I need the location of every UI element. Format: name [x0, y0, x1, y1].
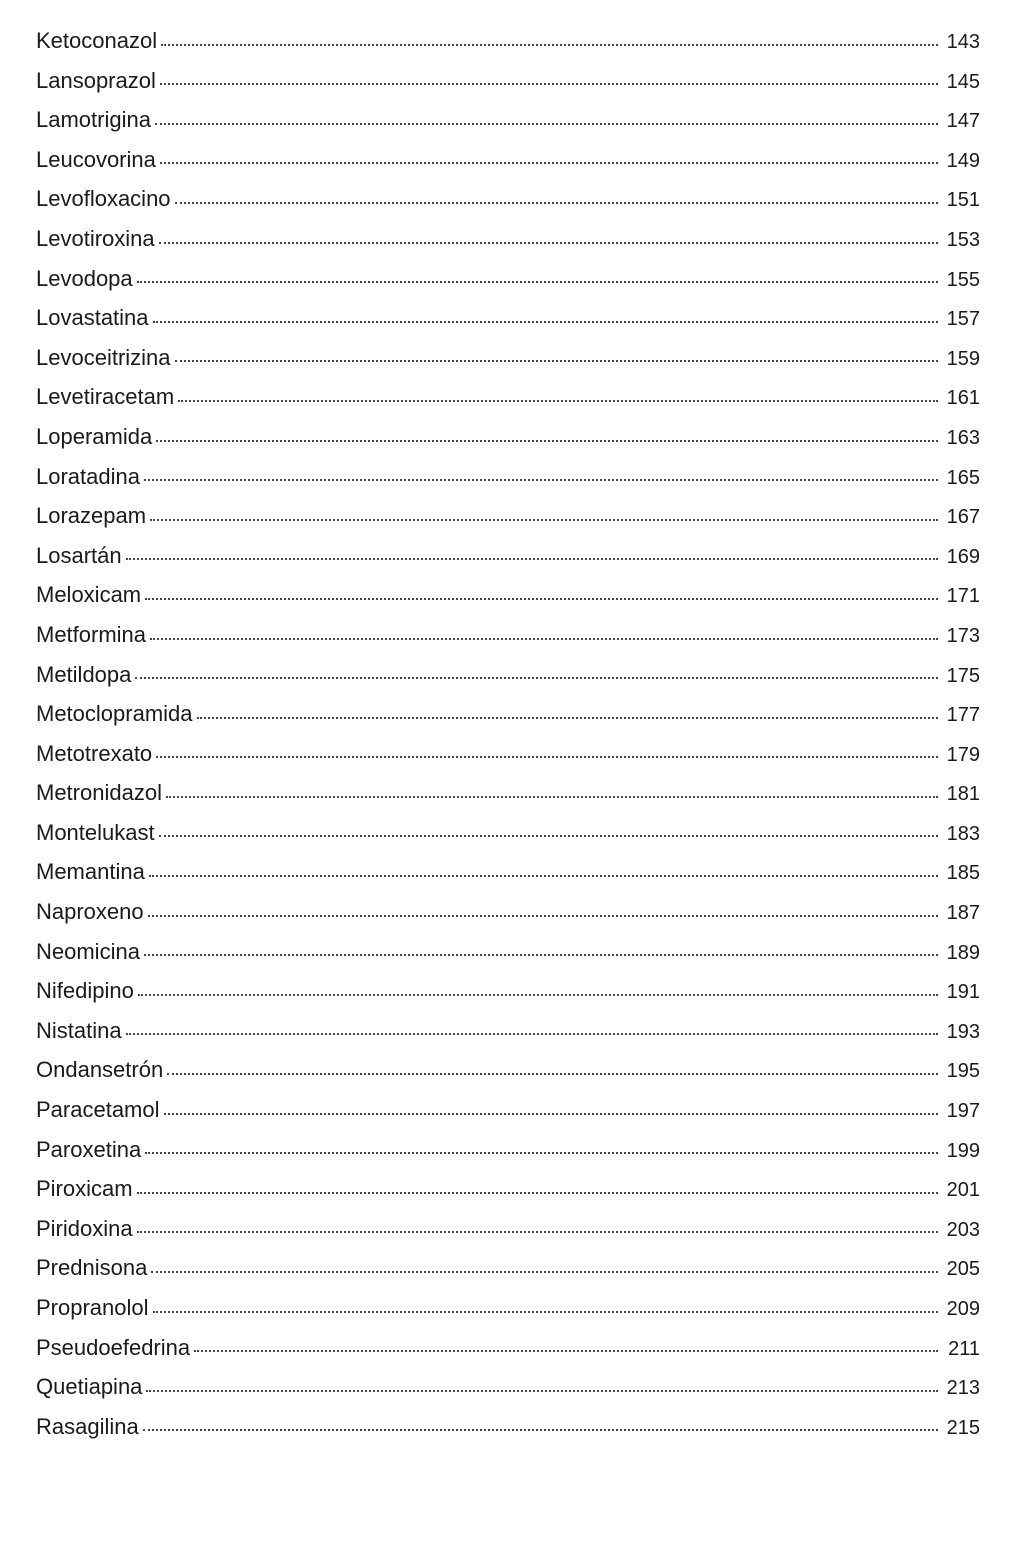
toc-entry-name: Meloxicam: [36, 582, 142, 608]
toc-entry[interactable]: [36, 140, 980, 180]
toc-entry-page: 211: [948, 1337, 980, 1360]
toc-entry-name: Piroxicam: [36, 1176, 133, 1202]
toc-entry[interactable]: [36, 892, 980, 932]
dot-leader: [148, 915, 938, 917]
dot-leader: [167, 1073, 938, 1075]
toc-entry-name: Piridoxina: [36, 1215, 133, 1241]
toc-entry[interactable]: [36, 575, 980, 615]
toc-entry-page: 159: [946, 347, 980, 370]
toc-entry-name: Naproxeno: [36, 899, 144, 925]
toc-entry[interactable]: [36, 932, 980, 972]
dot-leader: [146, 1390, 938, 1392]
toc-entry[interactable]: [36, 971, 980, 1011]
toc-entry-name: Leucovorina: [36, 146, 156, 172]
toc-entry[interactable]: [36, 1288, 980, 1328]
toc-entry-page: 163: [946, 426, 980, 449]
toc-entry[interactable]: [36, 1090, 980, 1130]
toc-entry-page: 175: [946, 664, 980, 687]
toc-entry-name: Nistatina: [36, 1017, 122, 1043]
dot-leader: [164, 1113, 938, 1115]
toc-entry-name: Levetiracetam: [36, 384, 175, 410]
toc-entry-name: Ondansetrón: [36, 1057, 164, 1083]
toc-entry-name: Memantina: [36, 859, 145, 885]
toc-entry-page: 189: [946, 941, 980, 964]
dot-leader: [166, 796, 938, 798]
toc-entry[interactable]: [36, 21, 980, 61]
toc-entry-name: Nifedipino: [36, 978, 134, 1004]
dot-leader: [149, 875, 938, 877]
toc-entry-name: Loratadina: [36, 463, 140, 489]
dot-leader: [159, 242, 938, 244]
toc-entry[interactable]: [36, 1169, 980, 1209]
dot-leader: [156, 440, 938, 442]
dot-leader: [160, 83, 938, 85]
toc-entry-page: 143: [946, 31, 980, 53]
dot-leader: [194, 1350, 938, 1352]
toc-entry-page: 215: [946, 1416, 980, 1439]
toc-entry-page: 171: [946, 585, 980, 608]
toc-entry[interactable]: [36, 1407, 980, 1447]
toc-entry-name: Metotrexato: [36, 740, 153, 766]
dot-leader: [175, 202, 938, 204]
dot-leader: [156, 756, 938, 758]
toc-entry-name: Lansoprazol: [36, 67, 156, 93]
toc-entry[interactable]: [36, 61, 980, 101]
toc-entry-name: Metronidazol: [36, 780, 162, 806]
toc-entry-name: Metformina: [36, 621, 147, 647]
toc-entry[interactable]: [36, 1050, 980, 1090]
toc-entry[interactable]: [36, 1209, 980, 1249]
toc-entry-page: 177: [946, 704, 980, 727]
toc-entry-name: Lorazepam: [36, 503, 147, 529]
toc-entry-page: 155: [946, 268, 980, 291]
toc-entry[interactable]: [36, 100, 980, 140]
toc-entry-page: 147: [946, 110, 980, 133]
toc-entry[interactable]: [36, 179, 980, 219]
toc-entry[interactable]: [36, 259, 980, 299]
dot-leader: [145, 598, 938, 600]
toc-entry-name: Levodopa: [36, 265, 133, 291]
dot-leader: [175, 360, 938, 362]
dot-leader: [126, 558, 938, 560]
toc-entry[interactable]: [36, 457, 980, 497]
toc-entry[interactable]: [36, 219, 980, 259]
toc-entry-page: 195: [946, 1060, 980, 1083]
toc-entry-name: Levofloxacino: [36, 186, 171, 212]
dot-leader: [137, 1192, 938, 1194]
dot-leader: [153, 321, 938, 323]
toc-entry[interactable]: [36, 1130, 980, 1170]
toc-entry[interactable]: [36, 694, 980, 734]
toc-entry-page: 165: [946, 466, 980, 489]
dot-leader: [155, 123, 938, 125]
toc-entry[interactable]: [36, 536, 980, 576]
toc-entry-name: Losartán: [36, 542, 122, 568]
toc-entry-name: Pseudoefedrina: [36, 1334, 191, 1360]
toc-entry[interactable]: [36, 852, 980, 892]
toc-entry-page: 145: [946, 70, 980, 93]
toc-entry-name: Paroxetina: [36, 1136, 142, 1162]
toc-entry-page: 209: [946, 1298, 980, 1320]
toc-entry-page: 193: [946, 1020, 980, 1043]
toc-entry[interactable]: [36, 377, 980, 417]
toc-entry[interactable]: [36, 338, 980, 378]
toc-entry-page: 151: [946, 189, 980, 212]
dot-leader: [145, 1152, 938, 1154]
toc-entry-name: Metoclopramida: [36, 701, 193, 727]
dot-leader: [126, 1033, 938, 1035]
toc-entry[interactable]: [36, 496, 980, 536]
dot-leader: [160, 162, 938, 164]
dot-leader: [150, 638, 938, 640]
toc-entry[interactable]: [36, 773, 980, 813]
toc-entry[interactable]: [36, 298, 980, 338]
dot-leader: [150, 519, 938, 521]
toc-entry[interactable]: [36, 1328, 980, 1368]
toc-entry-name: Loperamida: [36, 423, 153, 449]
dot-leader: [138, 994, 938, 996]
toc-entry[interactable]: [36, 734, 980, 774]
dot-leader: [159, 835, 938, 837]
toc-entry[interactable]: [36, 417, 980, 457]
toc-entry[interactable]: [36, 655, 980, 695]
toc-entry-page: 161: [946, 387, 980, 410]
toc-entry-name: Rasagilina: [36, 1413, 139, 1439]
toc-entry-page: 201: [946, 1179, 980, 1202]
dot-leader: [137, 281, 938, 283]
toc-entry-page: 153: [946, 228, 980, 251]
dot-leader: [178, 400, 938, 402]
toc-entry-page: 185: [946, 862, 980, 885]
toc-entry-page: 169: [946, 545, 980, 568]
dot-leader: [137, 1231, 938, 1233]
toc-entry-name: Propranolol: [36, 1295, 149, 1320]
dot-leader: [197, 717, 938, 719]
toc-entry-page: 213: [946, 1377, 980, 1400]
toc-entry[interactable]: [36, 1011, 980, 1051]
table-of-contents: [36, 21, 980, 1446]
toc-entry[interactable]: [36, 615, 980, 655]
toc-entry-page: 157: [946, 308, 980, 331]
toc-entry[interactable]: [36, 1367, 980, 1407]
toc-entry-name: Metildopa: [36, 661, 132, 687]
dot-leader: [153, 1311, 938, 1313]
toc-entry-name: Montelukast: [36, 819, 155, 845]
dot-leader: [144, 954, 938, 956]
toc-entry-page: 167: [946, 506, 980, 529]
dot-leader: [161, 44, 938, 46]
toc-entry-page: 173: [946, 624, 980, 647]
toc-entry-page: 181: [946, 783, 980, 806]
toc-entry-name: Lovastatina: [36, 305, 149, 331]
toc-entry-name: Ketoconazol: [36, 28, 158, 53]
toc-entry-page: 199: [946, 1139, 980, 1162]
toc-entry[interactable]: [36, 813, 980, 853]
toc-entry[interactable]: [36, 1248, 980, 1288]
toc-entry-page: 187: [946, 902, 980, 925]
dot-leader: [151, 1271, 938, 1273]
toc-entry-page: 205: [946, 1258, 980, 1281]
toc-entry-name: Levotiroxina: [36, 225, 155, 251]
toc-entry-name: Neomicina: [36, 938, 140, 964]
toc-entry-name: Paracetamol: [36, 1097, 160, 1123]
dot-leader: [144, 479, 938, 481]
dot-leader: [135, 677, 938, 679]
toc-entry-page: 197: [946, 1100, 980, 1123]
toc-entry-name: Levoceitrizina: [36, 344, 171, 370]
dot-leader: [143, 1429, 938, 1431]
toc-entry-page: 203: [946, 1218, 980, 1241]
toc-entry-page: 183: [946, 822, 980, 845]
toc-entry-name: Lamotrigina: [36, 107, 151, 133]
toc-entry-page: 179: [946, 743, 980, 766]
toc-entry-name: Prednisona: [36, 1255, 148, 1281]
toc-entry-page: 191: [946, 981, 980, 1004]
toc-entry-name: Quetiapina: [36, 1374, 143, 1400]
toc-entry-page: 149: [946, 149, 980, 172]
